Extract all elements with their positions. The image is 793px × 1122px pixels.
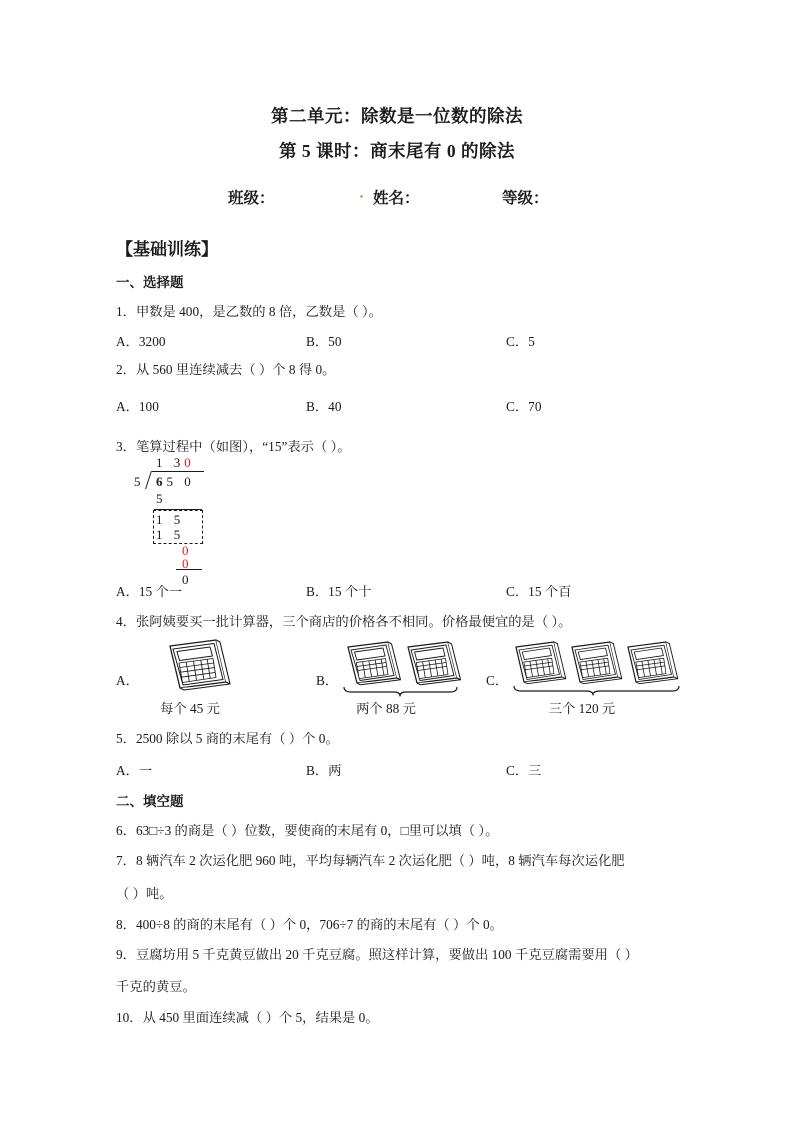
question-2-text: 2．从 560 里连续减去（ ）个 8 得 0。 [116, 362, 336, 377]
name-label: 姓名： [373, 190, 420, 207]
question-3-option-c[interactable]: C．15 个百 [506, 584, 572, 599]
section-heading-multiple-choice: 一、选择题 [116, 275, 184, 290]
division-subtrahend-1: 5 [156, 491, 167, 506]
question-7-text-line-1: 7．8 辆汽车 2 次运化肥 960 吨，平均每辆汽车 2 次运化肥（ ）吨，8 辆汽车每次运化肥 [116, 853, 625, 868]
question-4-option-b-letter: B． [316, 673, 339, 688]
section-heading-fill-in-blank: 二、填空题 [116, 794, 184, 809]
section-heading-basic-training: 【基础训练】 [116, 240, 218, 259]
division-quotient-zero: 0 [184, 455, 195, 470]
division-dividend-rest: 5 0 [166, 474, 195, 489]
question-2-options [116, 396, 678, 416]
division-boxed-row-2: 1 5 [156, 527, 185, 542]
question-1-option-b[interactable]: B．50 [306, 334, 342, 349]
question-6-text: 6．63□÷3 的商是（ ）位数，要使商的末尾有 0，□里可以填（ ）。 [116, 823, 499, 838]
calculator-illustration-single [138, 636, 250, 699]
question-5-options [116, 760, 678, 780]
page-title-lesson: 第 5 课时：商末尾有 0 的除法 [279, 141, 515, 161]
division-quotient-digits: 1 3 [156, 455, 185, 470]
question-2-option-b[interactable]: B．40 [306, 399, 342, 414]
grade-label: 等级： [502, 190, 549, 207]
division-dividend [156, 474, 195, 490]
division-rule-2 [176, 569, 202, 570]
question-5-option-c[interactable]: C．三 [506, 763, 542, 778]
question-1-option-c[interactable]: C．5 [506, 334, 535, 349]
question-3-text: 3．笔算过程中（如图），“15”表示（ ）。 [116, 439, 351, 454]
question-7-text-line-2: （ ）吨。 [116, 886, 173, 901]
decorative-dot [360, 195, 363, 198]
division-dividend-first-digit: 6 [156, 474, 167, 489]
division-zero-2: 0 [182, 556, 193, 571]
division-divisor: 5 [134, 474, 145, 489]
question-2-option-c[interactable]: C．70 [506, 399, 542, 414]
question-4-text: 4．张阿姨要买一批计算器，三个商店的价格各不相同。价格最便宜的是（ ）。 [116, 614, 572, 629]
question-10-text: 10．从 450 里面连续减（ ）个 5，结果是 0。 [116, 1010, 379, 1025]
class-label: 班级： [228, 190, 275, 207]
question-5-option-b[interactable]: B．两 [306, 763, 342, 778]
question-4-option-b-price: 两个 88 元 [356, 701, 416, 716]
question-3-option-a[interactable]: A．15 个一 [116, 584, 183, 599]
question-9-text-line-2: 千克的黄豆。 [116, 979, 196, 994]
question-3-option-b[interactable]: B．15 个十 [306, 584, 372, 599]
question-3-options [116, 581, 678, 601]
question-8-text: 8．400÷8 的商的末尾有（ ）个 0，706÷7 的商的末尾有（ ）个 0。 [116, 917, 503, 932]
division-boxed-row-1: 1 5 [156, 512, 185, 527]
calculator-illustration-triple [508, 636, 688, 703]
question-1-options [116, 331, 678, 351]
division-quotient [156, 455, 195, 471]
question-1-text: 1．甲数是 400，是乙数的 8 倍，乙数是（ ）。 [116, 304, 382, 319]
question-4-option-a-letter: A． [116, 673, 139, 688]
question-9-text-line-1: 9．豆腐坊用 5 千克黄豆做出 20 千克豆腐。照这样计算，要做出 100 千克豆腐需要用（ ） [116, 947, 638, 962]
page-title-unit: 第二单元：除数是一位数的除法 [271, 106, 523, 126]
division-zero-1: 0 [182, 543, 193, 558]
question-4-option-c-price: 三个 120 元 [548, 701, 616, 716]
question-4-options [116, 636, 678, 718]
question-4-option-a-price: 每个 45 元 [160, 701, 220, 716]
question-4-option-c-letter: C． [486, 673, 509, 688]
question-5-option-a[interactable]: A．一 [116, 763, 153, 778]
question-2-option-a[interactable]: A．100 [116, 399, 159, 414]
long-division-figure [134, 455, 224, 587]
question-5-text: 5．2500 除以 5 商的末尾有（ ）个 0。 [116, 731, 339, 746]
student-info-row [116, 186, 678, 208]
calculator-illustration-pair [338, 636, 466, 703]
division-remainder-zero: 0 [182, 572, 193, 587]
question-1-option-a[interactable]: A．3200 [116, 334, 166, 349]
